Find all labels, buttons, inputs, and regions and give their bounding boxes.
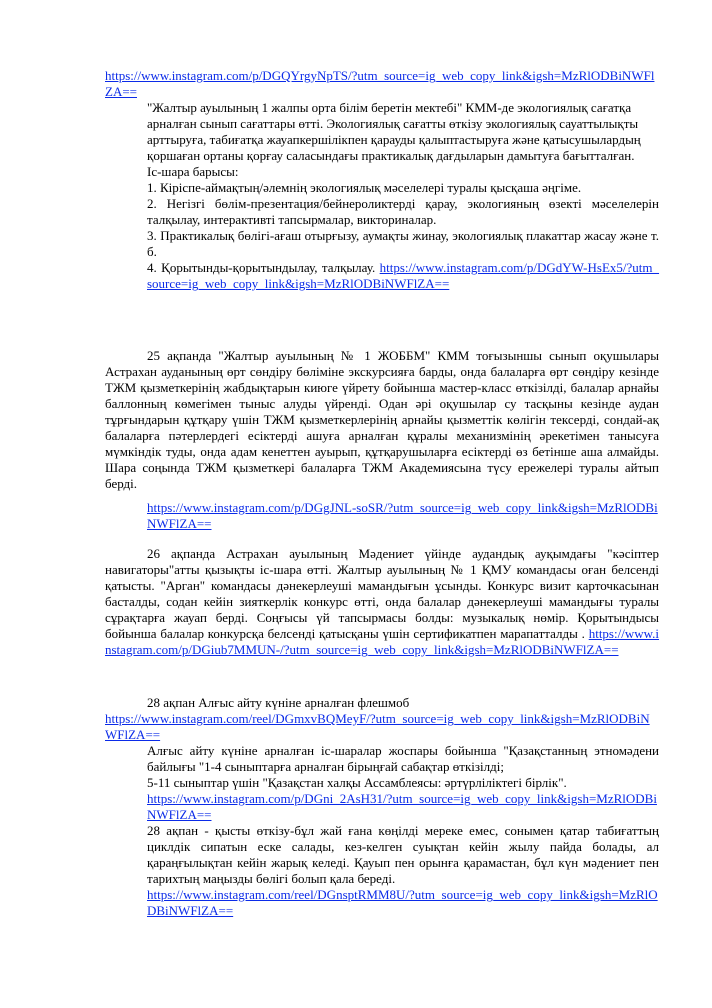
- instagram-link[interactable]: https://www.instagram.com/p/DGdYW-HsEx5/?utm_source=ig_web_copy_link&igsh=MzRlODBiNWFlZA==: [147, 260, 659, 291]
- instagram-link[interactable]: https://www.instagram.com/p/DGgJNL-soSR/?utm_source=ig_web_copy_link&igsh=MzRlODBiNWFlZA==: [147, 500, 658, 531]
- paragraph-excursion: [105, 348, 659, 492]
- instagram-link[interactable]: https://www.instagram.com/p/DGiub7MMUN-/?utm_source=ig_web_copy_link&igsh=MzRlODBiNWFlZA==: [105, 626, 660, 657]
- instagram-link[interactable]: https://www.instagram.com/reel/DGmxvBQMeyF/?utm_source=ig_web_copy_link&igsh=MzRlODBiNWFlZA==: [105, 711, 650, 742]
- paragraph-navigator: [105, 546, 659, 658]
- section-flashmob: [105, 695, 659, 919]
- section-ecology-hour: [105, 68, 659, 292]
- list-item: 1. Кіріспе-аймақтың/әлемнің экологиялық мәселелері туралы қысқаша әңгіме.: [147, 180, 582, 195]
- paragraph: 28 ақпан Алғыс айту күніне арналған флешмоб: [147, 695, 410, 710]
- link-block: [105, 500, 659, 532]
- list-title: Іс-шара барысы:: [147, 164, 239, 179]
- paragraph: 28 ақпан - қысты өткізу-бұл жай ғана көңілді мереке емес, сонымен қатар табиғаттың циклдік сипатын еске салады, кез-келген суықтан кейін жылу пайда болады, ал қараңғылықтан кейін жарық келеді. Қауып пен орынға қарамастан, бұл күн мәдениет пен тарихтың маңызды бөлігі болып қала береді.: [147, 823, 659, 886]
- paragraph: 5-11 сыныптар үшін "Қазақстан халқы Ассамблеясы: әртүрліліктегі бірлік".: [147, 775, 567, 790]
- paragraph: 25 ақпанда "Жалтыр ауылының № 1 ЖОББМ" КММ тоғызыншы сынып оқушылары Астрахан ауданының өрт сөндіру бөліміне экскурсияға барды, онда балаларға өрт сөндіру кезінде ТЖМ қызметкерінің жабдықтарын киюге үйрету бойынша мастер-класс өткізілді, балалар арнайы баллонның көмегімен тыныс алуды үйренді. Одан әрі оқушылар су тасқыны кезінде аудан тұрғындарын құтқару үшін ТЖМ қызметкерлерінің арнайы қызметтік көлігін тексерді, сондай-ақ балаларға пәтерлердегі есіктерді ашуға арналған құралы механизмінің әрекетімен танысуға мүмкіндік туды, онда адам кенеттен ауырып, құтқарушыларға есіктерді өз бетінше аша алмайды. Шара соңында ТЖМ қызметкері балаларға ТЖМ Академиясына түсу ережелері туралы айтып берді.: [105, 348, 659, 491]
- paragraph: 26 ақпанда Астрахан ауылының Мәдениет үйінде аудандық ауқымдағы "кәсіптер навигаторы"атты қызықты іс-шара өтті. Жалтыр ауылының № 1 ҚМУ командасы оған белсенді қатысты. "Арган" командасы дәнекерлеуші мамандығын ұсынды. Конкурс визит карточкасынан басталды, содан кейін зияткерлік конкурс өтті, онда балалар дәнекерлеуші мамандығы туралы сұрақтарға жауап берді. Соңғысы үй тапсырмасы болды: музыкалық нөмір. Қорытындысы бойынша балалар конкурсқа белсенді қатысқаны үшін сертификатпен марапатталды .: [105, 546, 659, 641]
- instagram-link[interactable]: https://www.instagram.com/p/DGni_2AsH31/?utm_source=ig_web_copy_link&igsh=MzRlODBiNWFlZA==: [147, 791, 657, 822]
- list-item: [105, 260, 659, 292]
- paragraph: "Жалтыр ауылының 1 жалпы орта білім беретін мектебі" КММ-де экологиялық сағатқа арналған сынып сағаттары өтті. Экологиялық сағатты өткізу экологиялық сауаттылықты арттыруға, табиғатқа жауапкершілікпен қарауды қалыптастыруға және қатысушылардың қоршаған ортаны қорғау саласындағы практикалық дағдыларын дамытуға бағытталған.: [147, 100, 641, 163]
- instagram-link[interactable]: https://www.instagram.com/p/DGQYrgyNpTS/?utm_source=ig_web_copy_link&igsh=MzRlODBiNWFlZA==: [105, 68, 655, 99]
- paragraph: Алғыс айту күніне арналған іс-шаралар жоспары бойынша "Қазақстанның этномәдени байлығы "1-4 сыныптарға арналған бірыңғай сабақтар өткізілді;: [147, 743, 659, 774]
- instagram-link[interactable]: https://www.instagram.com/reel/DGnsptRMM8U/?utm_source=ig_web_copy_link&igsh=MzRlODBiNWFlZA==: [147, 887, 658, 918]
- list-item: 3. Практикалық бөлігі-ағаш отырғызу, аумақты жинау, экологиялық плакаттар жасау және т. б.: [147, 228, 659, 259]
- list-item: 2. Негізгі бөлім-презентация/бейнероликтерді қарау, экологияның өзекті мәселелерін талқылау, интерактивті тапсырмалар, викториналар.: [147, 196, 659, 227]
- list-item-text: 4. Қорытынды-қорытындылау, талқылау.: [147, 260, 376, 275]
